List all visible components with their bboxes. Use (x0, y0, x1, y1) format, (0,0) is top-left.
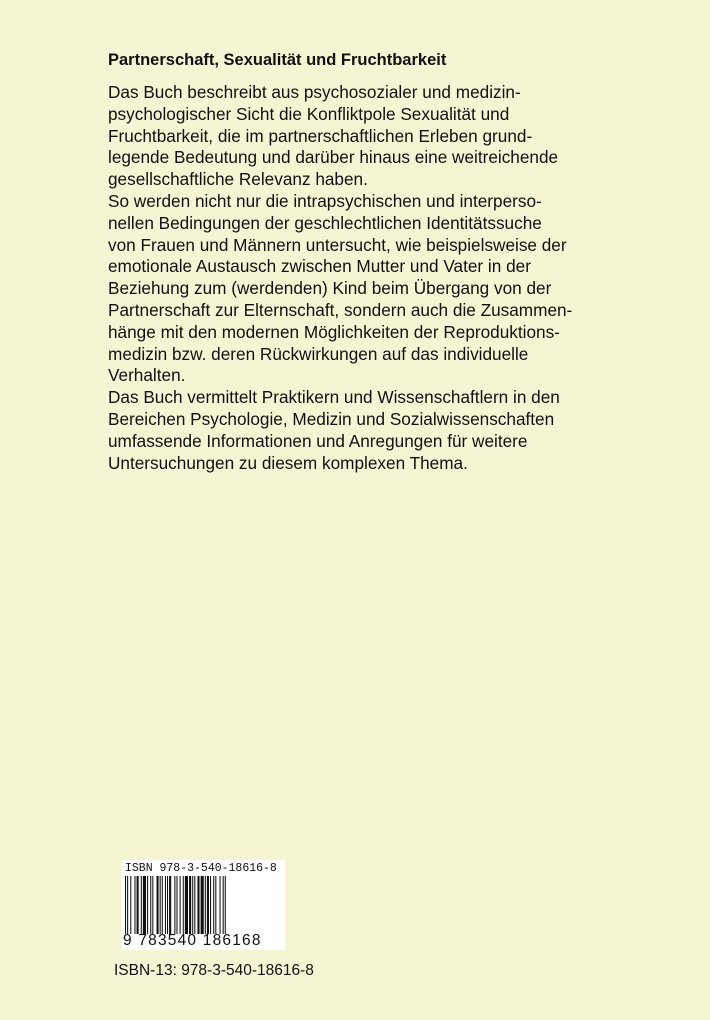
blurb-line: Das Buch vermittelt Praktikern und Wissenschaftlern in den (108, 387, 560, 408)
barcode (121, 860, 285, 950)
barcode-isbn-label: ISBN 978-3-540-18616-8 (125, 862, 277, 875)
blurb-line: Das Buch beschreibt aus psychosozialer und medizin- (108, 82, 521, 102)
isbn13-text: ISBN-13: 978-3-540-18616-8 (114, 962, 314, 979)
blurb-line: medizin bzw. deren Rückwirkungen auf das individuelle (108, 343, 529, 364)
barcode-digits: 9 783540 186168 (123, 932, 262, 949)
barcode-bars (125, 876, 277, 934)
blurb-line: Untersuchungen zu diesem komplexen Thema. (108, 452, 468, 473)
blurb-line: psychologischer Sicht die Konfliktpole Sexualität und (108, 103, 510, 124)
blurb-line: nellen Bedingungen der geschlechtlichen Identitätssuche (108, 212, 542, 233)
blurb-text (108, 82, 628, 474)
blurb-line: Fruchtbarkeit, die im partnerschaftlichen Erleben grund- (108, 125, 533, 146)
blurb-line: hänge mit den modernen Möglichkeiten der Reproduktions- (108, 321, 560, 342)
blurb-line: So werden nicht nur die intrapsychischen und interperso- (108, 190, 542, 211)
blurb-line: umfassende Informationen und Anregungen für weitere (108, 430, 528, 451)
blurb-line: Partnerschaft zur Elternschaft, sondern auch die Zusammen- (108, 299, 573, 320)
book-title: Partnerschaft, Sexualität und Fruchtbarkeit (108, 51, 447, 69)
blurb-line: emotionale Austausch zwischen Mutter und Vater in der (108, 256, 531, 277)
blurb-line: Beziehung zum (werdenden) Kind beim Übergang von der (108, 278, 552, 299)
blurb-line: Bereichen Psychologie, Medizin und Sozialwissenschaften (108, 408, 555, 429)
blurb-line: gesellschaftliche Relevanz haben. (108, 169, 368, 190)
blurb-line: Verhalten. (108, 365, 186, 386)
blurb-line: von Frauen und Männern untersucht, wie beispielsweise der (108, 234, 567, 255)
blurb-line: legende Bedeutung und darüber hinaus eine weitreichende (108, 147, 559, 168)
